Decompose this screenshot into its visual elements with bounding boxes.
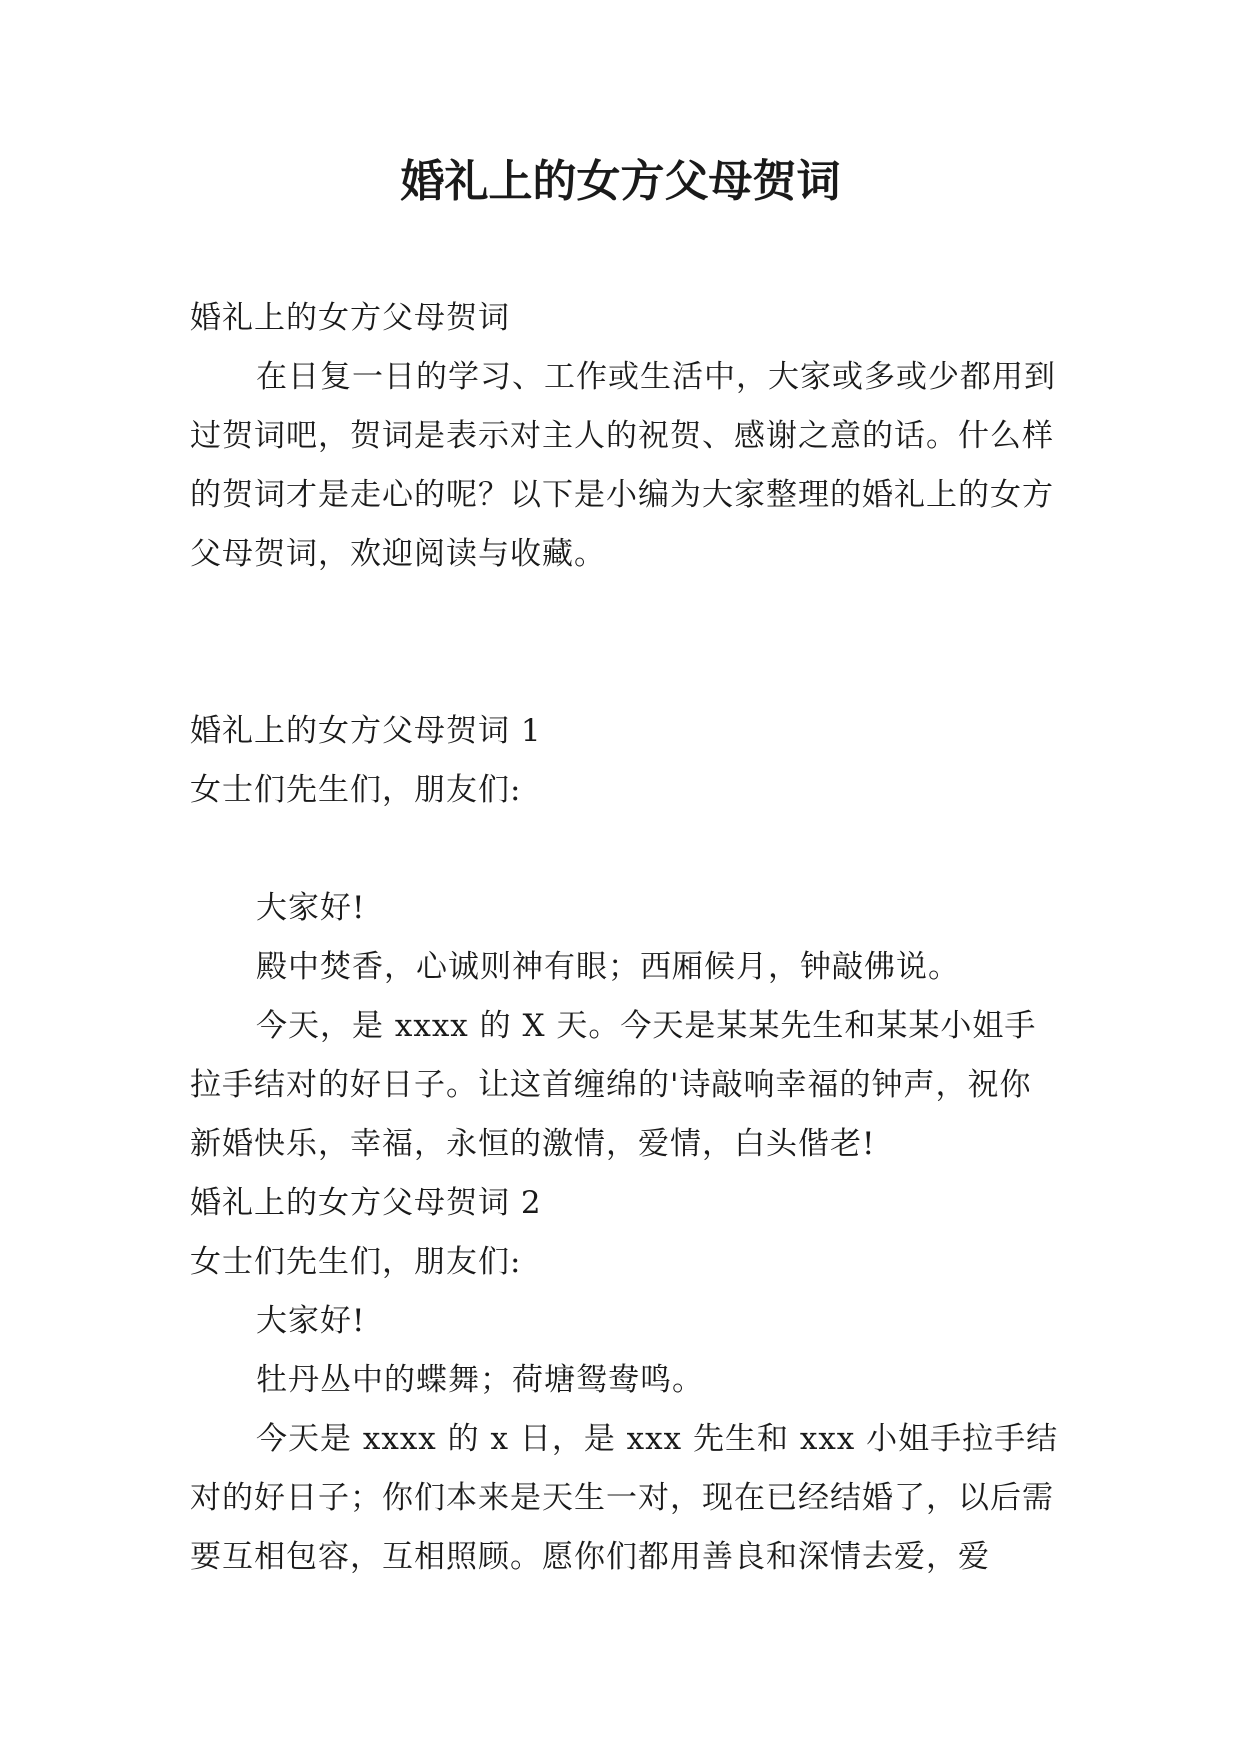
salutation-1: 女士们先生们，朋友们:	[190, 772, 522, 808]
salutation-2: 女士们先生们，朋友们:	[190, 1244, 522, 1280]
paragraph-heading: 婚礼上的女方父母贺词	[190, 300, 510, 336]
paragraph-2b: 今天是 xxxx 的 x 日，是 xxx 先生和 xxx 小姐手拉手结对的好日子；你们本来是天生一对，现在已经结婚了，以后需要互相包容，互相照顾。愿你们都用善良和深情去爱，爱	[190, 1421, 1059, 1575]
blank-space	[190, 820, 1060, 879]
paragraph-intro: 在日复一日的学习、工作或生活中，大家或多或少都用到过贺词吧，贺词是表示对主人的祝贺、感谢之意的话。什么样的贺词才是走心的呢？以下是小编为大家整理的婚礼上的女方父母贺词，欢迎阅读与收藏。	[190, 359, 1056, 572]
paragraph-1a: 殿中焚香，心诚则神有眼；西厢候月，钟敲佛说。	[256, 949, 960, 985]
greeting-2: 大家好!	[256, 1303, 366, 1339]
blank-space	[190, 584, 1060, 702]
document-body	[190, 289, 1060, 1587]
section-heading-1: 婚礼上的女方父母贺词 1	[190, 713, 542, 749]
section-heading-2: 婚礼上的女方父母贺词 2	[190, 1185, 542, 1221]
paragraph-1b: 今天，是 xxxx 的 X 天。今天是某某先生和某某小姐手拉手结对的好日子。让这首缠绵的'诗敲响幸福的钟声，祝你新婚快乐，幸福，永恒的激情，爱情，白头偕老!	[190, 1008, 1037, 1162]
paragraph-2a: 牡丹丛中的蝶舞；荷塘鸳鸯鸣。	[256, 1362, 704, 1398]
greeting-1: 大家好!	[256, 890, 366, 926]
document-title: 婚礼上的女方父母贺词	[400, 156, 841, 207]
